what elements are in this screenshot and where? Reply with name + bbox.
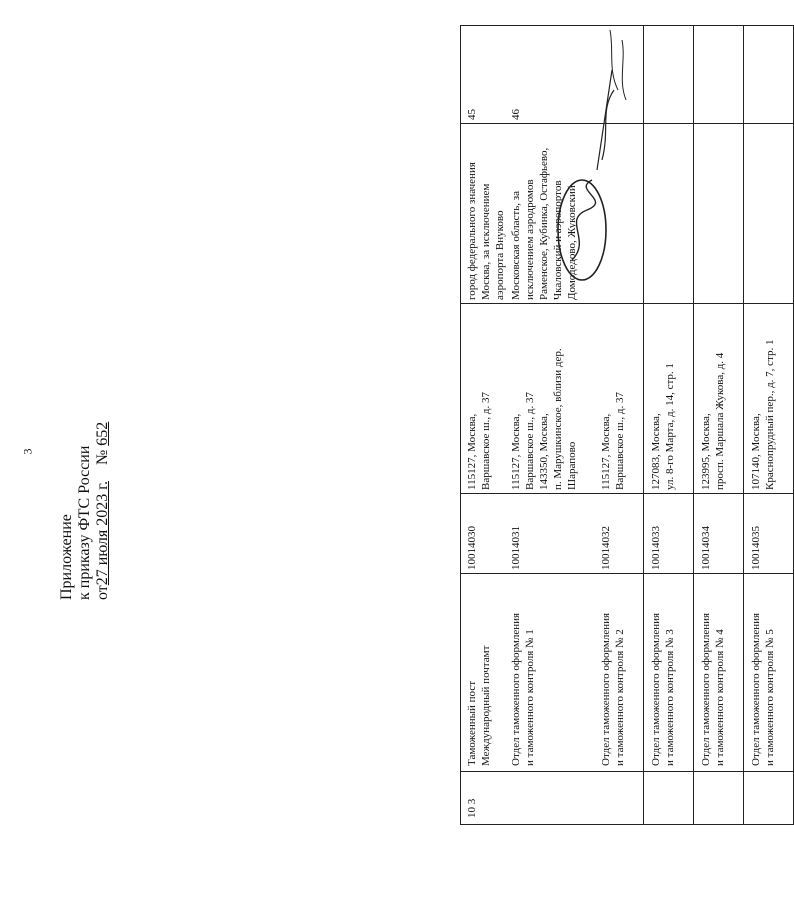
section-number: 10 3: [466, 798, 478, 818]
row-divider: [693, 26, 694, 824]
table-row-name: Отдел таможенного оформления и таможенного контроля № 4: [700, 612, 726, 766]
header-date-prefix: от: [94, 585, 111, 600]
header-title: Приложение: [58, 514, 75, 600]
table-row-name: Отдел таможенного оформления и таможенного контроля № 2: [600, 612, 626, 766]
table-row-name: Отдел таможенного оформления и таможенного контроля № 3: [650, 612, 676, 766]
header-date-line: [94, 330, 112, 600]
table-row-code: 10014030: [466, 526, 478, 570]
header-number: 652: [94, 421, 111, 446]
row-divider: [643, 26, 644, 824]
table-row-address: 115127, Москва, Варшавское ш., д. 37: [600, 392, 626, 490]
table-row-code: 10014034: [700, 526, 712, 570]
table-row-address: 123995, Москва, просп. Маршала Жукова, д. 4: [700, 352, 726, 490]
table-row-name: Отдел таможенного оформления и таможенного контроля № 1: [510, 612, 536, 766]
table-row-address: 127083, Москва, ул. 8-го Марта, д. 14, стр. 1: [650, 363, 676, 490]
table-row-address: 107140, Москва, Краснопрудный пер., д. 7, стр. 1: [750, 339, 776, 490]
table-row-address: 115127, Москва, Варшавское ш., д. 37: [466, 392, 492, 490]
table-row-code: 10014031: [510, 526, 522, 570]
table-row-code: 10014035: [750, 526, 762, 570]
table-row-region: город федерального значения Москва, за исключением аэропорта Внуково: [466, 162, 506, 300]
handwritten-signature-icon: [552, 10, 632, 290]
table-row-index: 46: [510, 109, 522, 120]
page-number: 3: [20, 448, 35, 455]
header-date: 27 июля 2023 г.: [94, 481, 111, 586]
table-row-index: 45: [466, 109, 478, 120]
table-row-code: 10014033: [650, 526, 662, 570]
row-divider: [743, 26, 744, 824]
table-row-region: Московская область, за исключением аэродромов Раменское, Кубинка, Остафьево, Чкаловский и аэропортов Домодедово, Жуковский: [510, 147, 578, 300]
header-order-ref: к приказу ФТС России: [76, 445, 93, 600]
order-header: [58, 330, 118, 600]
table-row-code: 10014032: [600, 526, 612, 570]
table-row-address: 115127, Москва, Варшавское ш., д. 37 143350, Москва, п. Марушкинское, вблизи дер. Шарапово: [510, 348, 578, 490]
table-row-name: Таможенный пост Международный почтамт: [466, 645, 492, 766]
header-number-label: №: [94, 449, 111, 465]
table-row-name: Отдел таможенного оформления и таможенного контроля № 5: [750, 612, 776, 766]
